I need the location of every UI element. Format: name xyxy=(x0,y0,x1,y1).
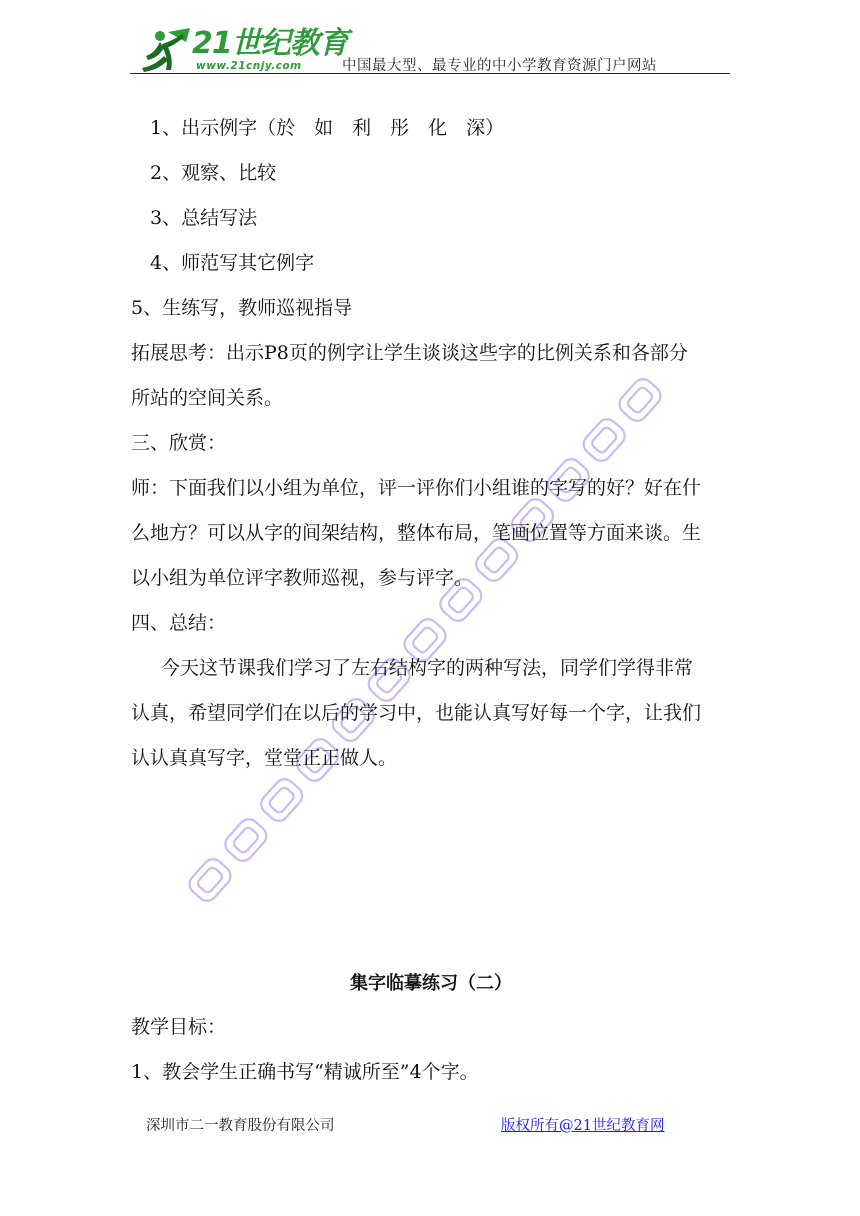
document-body xyxy=(131,106,731,781)
step-line: 1、出示例字（於 如 利 彤 化 深） xyxy=(150,117,505,139)
footer-company: 深圳市二一教育股份有限公司 xyxy=(146,1118,335,1134)
header-slogan: 中国最大型、最专业的中小学教育资源门户网站 xyxy=(342,58,657,74)
logo-url: www.21cnjy.com xyxy=(196,60,302,72)
extension-line-2: 所站的空间关系。 xyxy=(131,387,284,409)
section-heading-summary: 四、总结： xyxy=(131,612,227,634)
footer-copyright-link[interactable]: 版权所有@21世纪教育网 xyxy=(501,1118,665,1134)
goal-line-1: 1、教会学生正确书写“精诚所至”4个字。 xyxy=(131,1061,479,1083)
lesson-goals xyxy=(131,1005,731,1095)
step-line: 2、观察、比较 xyxy=(150,162,277,184)
page-header xyxy=(130,18,730,78)
summary-line-2: 认真，希望同学们在以后的学习中，也能认真写好每一个字，让我们 xyxy=(131,702,702,724)
goal-heading: 教学目标： xyxy=(131,1016,227,1038)
summary-line-1: 今天这节课我们学习了左右结构字的两种写法，同学们学得非常 xyxy=(161,657,694,679)
logo-text: 21世纪教育 xyxy=(192,26,348,61)
lesson-title: 集字临摹练习（二） xyxy=(350,973,512,994)
summary-line-3: 认认真真写字，堂堂正正做人。 xyxy=(131,747,398,769)
watermark-glyph xyxy=(257,775,306,825)
teacher-line-3: 以小组为单位评字教师巡视，参与评字。 xyxy=(131,567,474,589)
teacher-line-1: 师：下面我们以小组为单位，评一评你们小组谁的字写的好？好在什 xyxy=(131,477,702,499)
header-divider xyxy=(130,73,730,74)
step-five: 5、生练写，教师巡视指导 xyxy=(131,297,353,319)
section-heading-appreciation: 三、欣赏： xyxy=(131,432,227,454)
runner-logo-icon xyxy=(138,26,194,78)
step-line: 3、总结写法 xyxy=(150,207,258,229)
teacher-line-2: 么地方？可以从字的间架结构，整体布局，笔画位置等方面来谈。生 xyxy=(131,522,702,544)
extension-line-1: 拓展思考：出示P8页的例字让学生谈谈这些字的比例关系和各部分 xyxy=(131,342,688,364)
watermark-glyph xyxy=(221,815,270,865)
watermark-glyph xyxy=(185,855,234,905)
step-line: 4、师范写其它例字 xyxy=(150,252,315,274)
